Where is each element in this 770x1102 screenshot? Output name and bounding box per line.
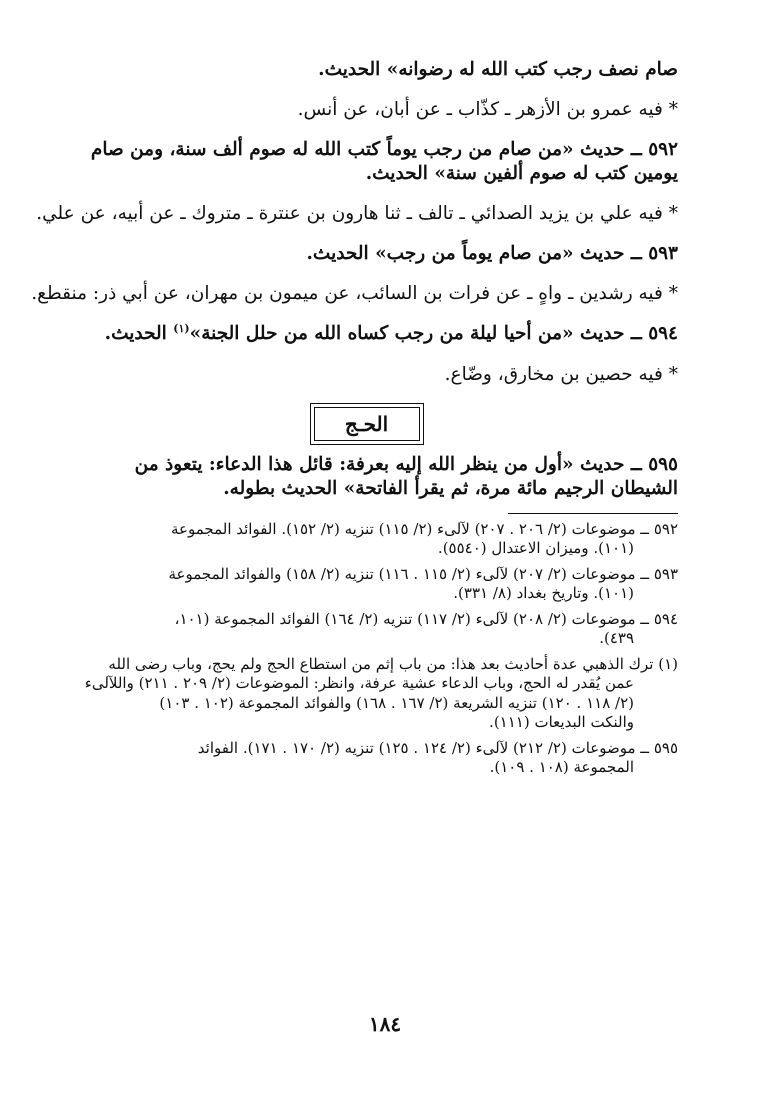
hadith-594-narrator-note: * فيه حصين بن مخارق، وضّاع.	[444, 363, 678, 385]
footnote-592-line-2: (١٠١). وميزان الاعتدال (٥٥٤٠).	[437, 539, 634, 558]
footnote-note-1	[55, 655, 678, 733]
hadith-591-narrator-note: * فيه عمرو بن الأزهر ـ كذّاب ـ عن أبان، عن أنس.	[297, 99, 678, 121]
hadith-595-line-1: ٥٩٥ ــ حديث «أول من ينظر الله إليه بعرفة: قائل هذا الدعاء: يتعوذ من	[134, 453, 678, 475]
footnotes	[55, 520, 678, 778]
hadith-594-text: ٥٩٤ ــ حديث «من أحيا ليلة من رجب كساه الله من حلل الجنة»	[189, 323, 678, 345]
footnote-595-line-2: المجموعة (١٠٨ . ١٠٩).	[489, 758, 634, 777]
hadith-592-line-2: يومين كتب له صوم ألفين سنة» الحديث.	[365, 163, 678, 185]
hadith-593: ٥٩٣ ــ حديث «من صام يوماً من رجب» الحديث.	[306, 243, 678, 265]
hadith-594	[55, 322, 678, 346]
hadith-595	[55, 453, 678, 501]
hadith-594-suffix: الحديث.	[104, 323, 174, 345]
footnote-note-1-line-1: (١) ترك الذهبي عدة أحاديث بعد هذا: من باب إثم من استطاع الحج ولم يحج، وباب رضى الله	[108, 654, 678, 673]
hadith-592-line-1: ٥٩٢ ــ حديث «من صام من رجب يوماً كتب الله له صوم ألف سنة، ومن صام	[90, 139, 678, 161]
footnote-ref-1: (١)	[173, 322, 190, 336]
hadith-595-line-2: الشيطان الرجيم مائة مرة، ثم يقرأ الفاتحة» الحديث بطوله.	[223, 477, 678, 499]
hadith-593-narrator-note: * فيه رشدين ـ واهٍ ـ عن فرات بن السائب، عن ميمون بن مهران، عن أبي ذر: منقطع.	[31, 283, 678, 305]
footnote-593-line-2: (١٠١). وتاريخ بغداد (٨/ ٣٣١).	[453, 584, 634, 603]
footnote-594-line-2: ٤٣٩).	[599, 629, 634, 648]
footnote-593	[55, 565, 678, 604]
footnote-593-line-1: ٥٩٣ ــ موضوعات (٢/ ٢٠٧) لآلىء (٢/ ١١٥ . ١١٦) تنزيه (٢/ ١٥٨) والفوائد المجموعة	[168, 564, 678, 583]
footnote-594	[55, 610, 678, 649]
footnote-595	[55, 739, 678, 778]
footnote-594-line-1: ٥٩٤ ــ موضوعات (٢/ ٢٠٨) لآلىء (٢/ ١١٧) تنزيه (٢/ ١٦٤) الفوائد المجموعة (١٠١،	[174, 609, 678, 628]
page-body	[31, 58, 678, 784]
page-number: ١٨٤	[368, 1012, 402, 1036]
hadith-591-ending: صام نصف رجب كتب الله له رضوانه» الحديث.	[318, 59, 678, 80]
section-heading: الحـج	[314, 407, 420, 441]
footnote-592-line-1: ٥٩٢ ــ موضوعات (٢/ ٢٠٦ . ٢٠٧) لآلىء (٢/ ١١٥) تنزيه (٢/ ١٥٢). الفوائد المجموعة	[170, 519, 678, 538]
section-heading-box	[310, 403, 424, 445]
hadith-592	[55, 138, 678, 186]
footnote-note-1-line-2: عمن يُقدر له الحج، وباب الدعاء عشية عرفة، وانظر: الموضوعات (٢/ ٢٠٩ . ٢١١) واللآلىء	[84, 674, 634, 693]
footnote-595-line-1: ٥٩٥ ــ موضوعات (٢/ ٢١٢) لآلىء (٢/ ١٢٤ . ١٢٥) تنزيه (٢/ ١٧٠ . ١٧١). الفوائد	[197, 738, 678, 757]
footnote-note-1-line-3: (٢/ ١١٨ . ١٢٠) تنزيه الشريعة (٢/ ١٦٧ . ١٦٨) والفوائد المجموعة (١٠٢ . ١٠٣)	[159, 693, 634, 712]
footnote-divider	[508, 513, 678, 514]
hadith-592-narrator-note: * فيه علي بن يزيد الصدائي ـ تالف ـ ثنا هارون بن عنترة ـ متروك ـ عن أبيه، عن علي.	[36, 203, 678, 225]
footnote-592	[55, 520, 678, 559]
footnote-note-1-line-4: والنكت البديعات (١١١).	[489, 713, 634, 732]
